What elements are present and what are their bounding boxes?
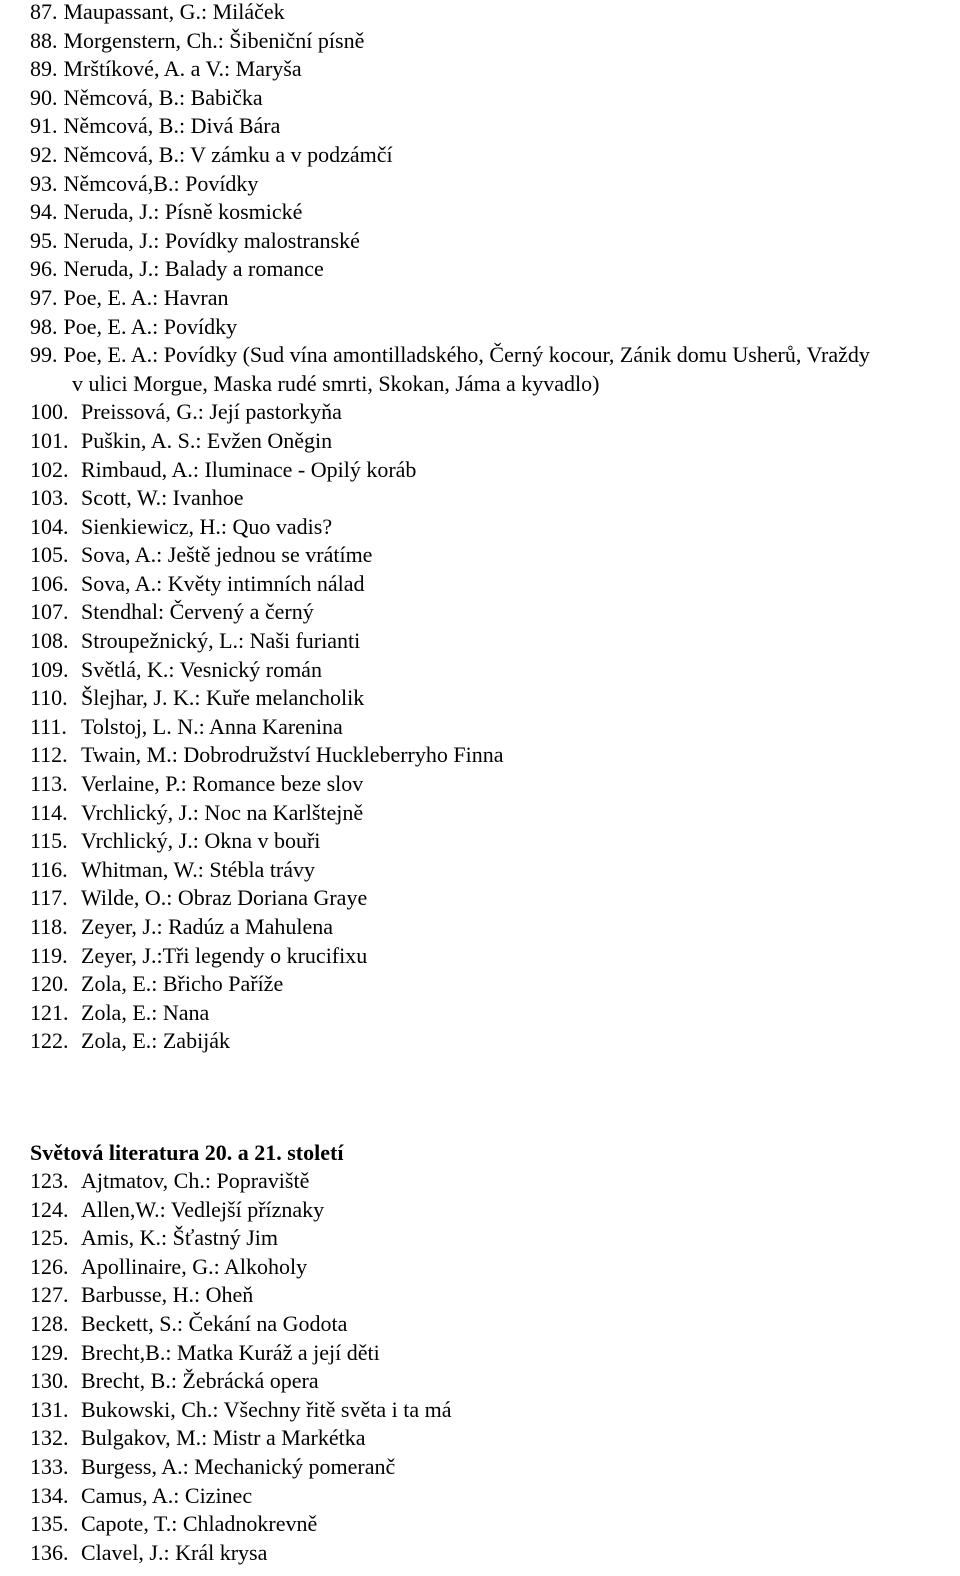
item-number: 109. — [30, 656, 69, 682]
item-text: Sova, A.: Květy intimních nálad — [81, 570, 365, 596]
list-item — [0, 827, 960, 856]
item-number: 121. — [30, 999, 69, 1025]
item-text: Rimbaud, A.: Iluminace - Opilý koráb — [81, 456, 417, 482]
item-number: 95. — [30, 227, 58, 253]
item-text: Apollinaire, G.: Alkoholy — [81, 1253, 308, 1279]
list-item — [0, 284, 960, 313]
list-item — [0, 1539, 960, 1568]
item-number: 134. — [30, 1482, 69, 1508]
list-item — [0, 427, 960, 456]
item-text: Brecht, B.: Žebrácká opera — [81, 1368, 319, 1394]
item-text: Clavel, J.: Král krysa — [81, 1539, 268, 1565]
item-number: 96. — [30, 256, 58, 282]
list-item — [0, 0, 960, 27]
list-item — [0, 627, 960, 656]
item-text: Vrchlický, J.: Noc na Karlštejně — [81, 799, 364, 825]
item-text: Bukowski, Ch.: Všechny řitě světa i ta má — [81, 1396, 452, 1422]
item-number: 87. — [30, 0, 58, 24]
item-number: 97. — [30, 284, 58, 310]
item-text: Sova, A.: Ještě jednou se vrátíme — [81, 542, 373, 568]
list-item — [0, 84, 960, 113]
item-text: Ajtmatov, Ch.: Popraviště — [81, 1168, 310, 1193]
item-number: 124. — [30, 1196, 69, 1222]
item-text: Vrchlický, J.: Okna v bouři — [81, 828, 321, 854]
item-text: Scott, W.: Ivanhoe — [81, 485, 244, 511]
item-number: 135. — [30, 1511, 69, 1537]
section-heading: Světová literatura 20. a 21. století — [30, 1140, 344, 1165]
list-item — [0, 799, 960, 828]
item-text: Whitman, W.: Stébla trávy — [81, 856, 316, 882]
list-item — [0, 656, 960, 685]
item-number: 107. — [30, 599, 69, 625]
item-text: Capote, T.: Chladnokrevně — [81, 1511, 318, 1537]
item-text: Beckett, S.: Čekání na Godota — [81, 1310, 348, 1336]
list-item — [0, 1027, 960, 1056]
item-text: Burgess, A.: Mechanický pomeranč — [81, 1453, 396, 1479]
item-text: Němcová, B.: Babička — [63, 84, 263, 110]
item-number: 122. — [30, 1028, 69, 1054]
item-text: Zeyer, J.:Tři legendy o krucifixu — [81, 942, 368, 968]
item-number: 117. — [30, 885, 68, 911]
item-number: 105. — [30, 542, 69, 568]
list-item — [0, 570, 960, 599]
reading-list-items-123-136 — [0, 1167, 960, 1567]
item-number: 127. — [30, 1282, 69, 1308]
item-text: Maupassant, G.: Miláček — [63, 0, 285, 24]
item-text: Sienkiewicz, H.: Quo vadis? — [81, 513, 333, 539]
item-number: 104. — [30, 513, 69, 539]
list-item — [0, 741, 960, 770]
list-item — [0, 170, 960, 199]
item-text: Poe, E. A.: Povídky — [63, 313, 238, 339]
item-number: 112. — [30, 742, 68, 768]
item-number: 89. — [30, 56, 58, 82]
list-item — [0, 856, 960, 885]
item-text: Zola, E.: Nana — [81, 999, 210, 1025]
list-item — [0, 1281, 960, 1310]
item-text: Brecht,B.: Matka Kuráž a její děti — [81, 1339, 380, 1365]
item-text: Zeyer, J.: Radúz a Mahulena — [81, 914, 334, 939]
list-item — [0, 541, 960, 570]
item-text: Bulgakov, M.: Mistr a Markétka — [81, 1425, 366, 1451]
item-number: 101. — [30, 427, 69, 453]
item-number: 118. — [30, 914, 68, 939]
list-item — [0, 1367, 960, 1396]
item-text: Poe, E. A.: Havran — [63, 284, 229, 310]
item-number: 113. — [30, 771, 68, 797]
item-text: Neruda, J.: Balady a romance — [63, 256, 324, 282]
item-number: 133. — [30, 1453, 69, 1479]
list-item — [0, 942, 960, 971]
list-item — [0, 713, 960, 742]
list-item — [0, 341, 960, 398]
item-text: Neruda, J.: Povídky malostranské — [63, 227, 360, 253]
list-item — [0, 313, 960, 342]
item-number: 129. — [30, 1339, 69, 1365]
item-number: 93. — [30, 170, 58, 196]
item-text: Wilde, O.: Obraz Doriana Graye — [81, 885, 368, 911]
item-text: Puškin, A. S.: Evžen Oněgin — [81, 427, 333, 453]
item-number: 115. — [30, 828, 68, 854]
list-item — [0, 770, 960, 799]
item-number: 91. — [30, 113, 58, 139]
item-text: Morgenstern, Ch.: Šibeniční písně — [63, 27, 365, 53]
list-item — [0, 484, 960, 513]
list-item — [0, 1482, 960, 1511]
list-item — [0, 1310, 960, 1339]
item-number: 103. — [30, 485, 69, 511]
item-text: Tolstoj, L. N.: Anna Karenina — [81, 713, 343, 739]
item-text: Twain, M.: Dobrodružství Huckleberryho Finna — [81, 742, 504, 768]
list-item — [0, 1167, 960, 1196]
list-item — [0, 141, 960, 170]
list-item — [0, 1224, 960, 1253]
reading-list-items-87-98 — [0, 0, 960, 398]
item-number: 114. — [30, 799, 68, 825]
item-number: 132. — [30, 1425, 69, 1451]
list-item — [0, 684, 960, 713]
item-number: 120. — [30, 971, 69, 997]
item-number: 136. — [30, 1539, 69, 1565]
item-number: 130. — [30, 1368, 69, 1394]
item-text: Zola, E.: Zabiják — [81, 1028, 231, 1054]
item-number: 88. — [30, 27, 58, 53]
item-number: 110. — [30, 685, 68, 711]
item-text: Amis, K.: Šťastný Jim — [81, 1225, 279, 1251]
list-item — [0, 913, 960, 942]
item-text-line-1 — [30, 341, 960, 370]
item-number: 98. — [30, 313, 58, 339]
list-item — [0, 112, 960, 141]
item-number: 111. — [30, 713, 67, 739]
item-text: Šlejhar, J. K.: Kuře melancholik — [81, 685, 365, 711]
item-text: Preissová, G.: Její pastorkyňa — [81, 399, 342, 425]
item-text: Světlá, K.: Vesnický román — [81, 656, 322, 682]
list-item — [0, 1453, 960, 1482]
item-number: 108. — [30, 628, 69, 654]
list-item — [0, 1339, 960, 1368]
list-item — [0, 970, 960, 999]
item-number: 102. — [30, 456, 69, 482]
item-text: Verlaine, P.: Romance beze slov — [81, 771, 364, 797]
item-number: 128. — [30, 1310, 69, 1336]
item-number: 119. — [30, 942, 68, 968]
reading-list-items-100-122 — [0, 398, 960, 1056]
item-number: 106. — [30, 570, 69, 596]
list-item — [0, 398, 960, 427]
item-text: Neruda, J.: Písně kosmické — [63, 199, 303, 225]
list-item — [0, 1253, 960, 1282]
item-text: Mrštíkové, A. a V.: Maryša — [63, 56, 302, 82]
item-number: 123. — [30, 1168, 69, 1193]
list-item — [0, 999, 960, 1028]
item-number: 92. — [30, 141, 58, 167]
item-text: Camus, A.: Cizinec — [81, 1482, 253, 1508]
item-text-line-2: v ulici Morgue, Maska rudé smrti, Skokan, Jáma a kyvadlo) — [72, 370, 600, 396]
item-number: 126. — [30, 1253, 69, 1279]
list-item — [0, 198, 960, 227]
list-item — [0, 227, 960, 256]
list-item — [0, 27, 960, 56]
list-item — [0, 55, 960, 84]
item-text: Němcová, B.: V zámku a v podzámčí — [63, 141, 393, 167]
list-item — [0, 513, 960, 542]
item-text: Němcová,B.: Povídky — [63, 170, 259, 196]
item-number: 100. — [30, 399, 69, 425]
list-item — [0, 456, 960, 485]
item-text: Barbusse, H.: Oheň — [81, 1282, 254, 1308]
list-item — [0, 1396, 960, 1425]
list-item — [0, 1424, 960, 1453]
list-item — [0, 884, 960, 913]
list-item — [0, 255, 960, 284]
list-item — [0, 1510, 960, 1539]
list-item — [0, 1196, 960, 1225]
reading-list-part-2 — [0, 1167, 960, 1567]
item-number: 94. — [30, 199, 58, 225]
item-number: 125. — [30, 1225, 69, 1251]
item-number: 90. — [30, 84, 58, 110]
item-text: Stendhal: Červený a černý — [81, 599, 314, 625]
item-number: 99. — [30, 342, 58, 368]
item-text: Poe, E. A.: Povídky (Sud vína amontilladského, Černý kocour, Zánik domu Usherů, Vraždy — [63, 342, 870, 368]
item-number: 131. — [30, 1396, 69, 1422]
item-text: Allen,W.: Vedlejší příznaky — [81, 1196, 325, 1222]
item-text: Němcová, B.: Divá Bára — [63, 113, 281, 139]
item-text: Stroupežnický, L.: Naši furianti — [81, 628, 361, 654]
item-number: 116. — [30, 856, 68, 882]
item-text: Zola, E.: Břicho Paříže — [81, 971, 284, 997]
list-item — [0, 598, 960, 627]
